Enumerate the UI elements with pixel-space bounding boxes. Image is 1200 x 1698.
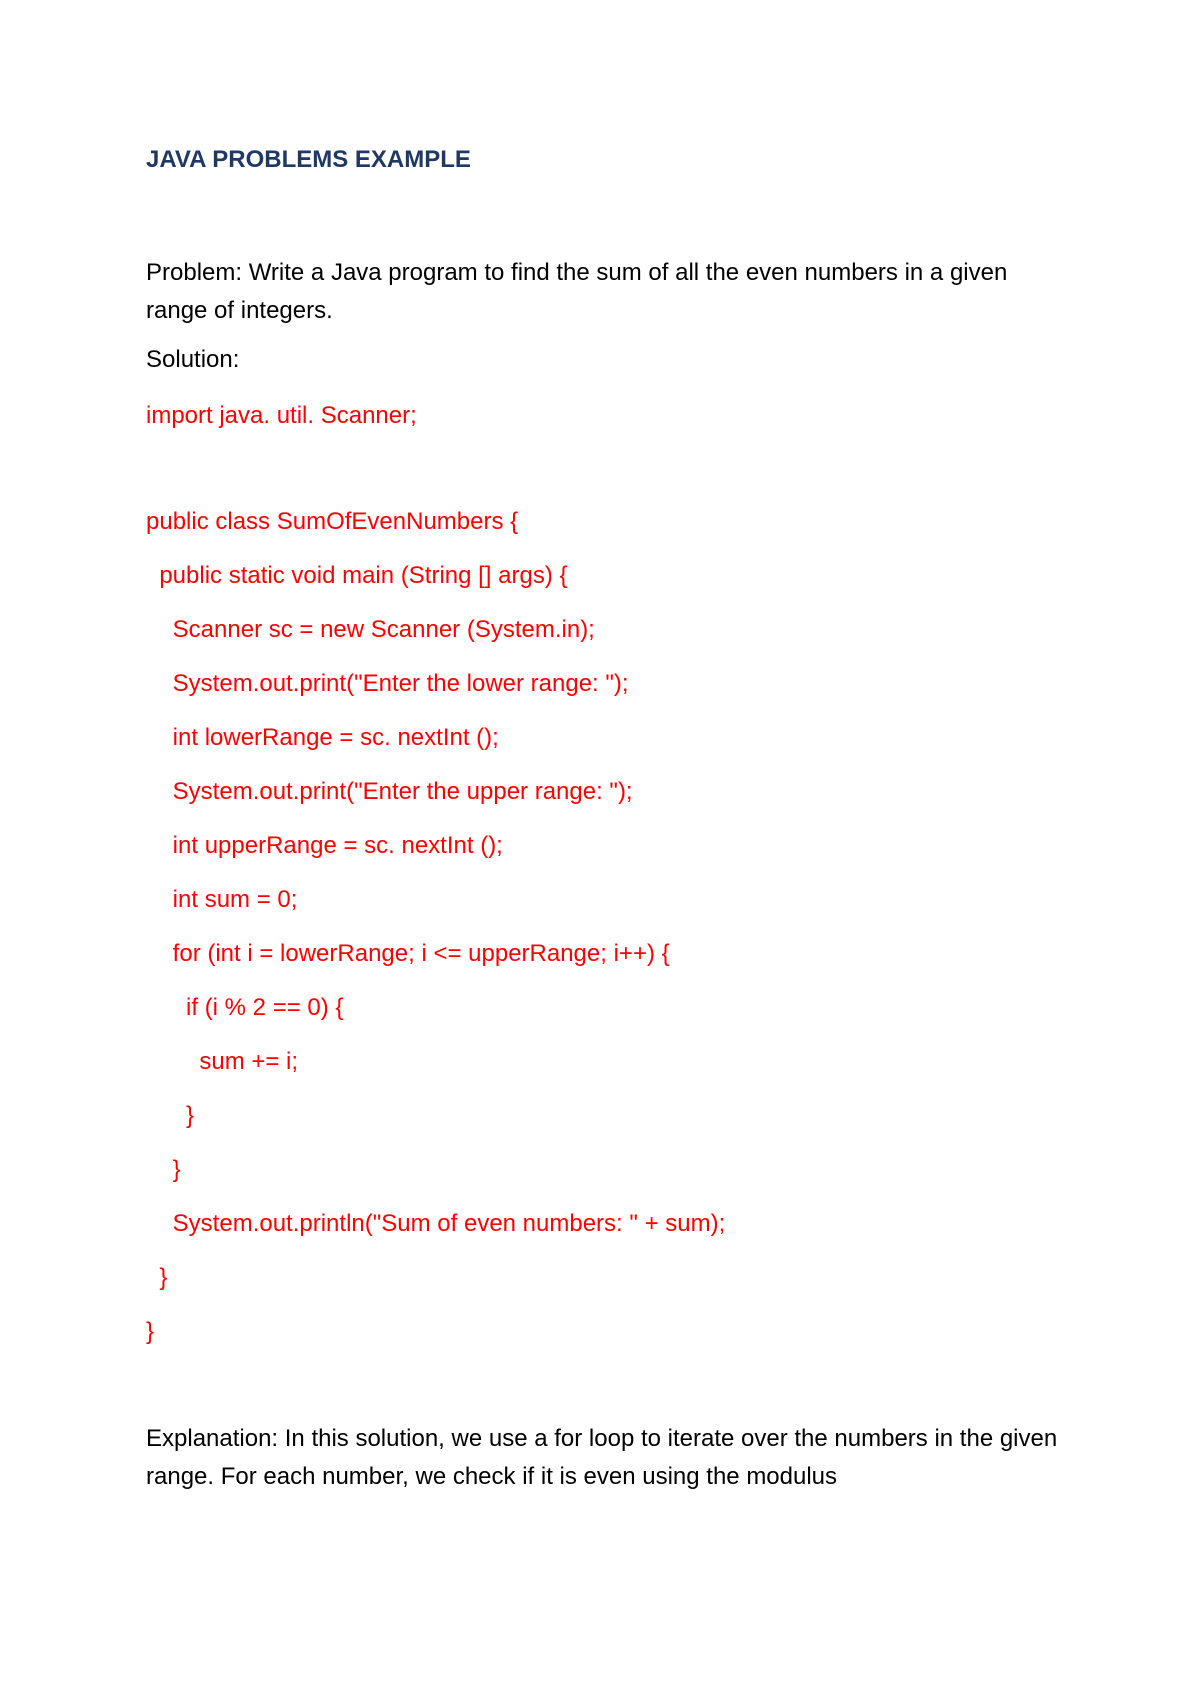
code-line: }	[146, 1156, 181, 1183]
code-line: if (i % 2 == 0) {	[146, 994, 344, 1021]
code-line: public static void main (String [] args) {	[146, 562, 568, 589]
code-line: }	[146, 1264, 168, 1291]
problem-statement: Problem: Write a Java program to find the sum of all the even numbers in a given range of integers.	[146, 259, 1008, 324]
code-line: System.out.println("Sum of even numbers: " + sum);	[146, 1210, 726, 1237]
code-line: public class SumOfEvenNumbers {	[146, 508, 519, 535]
code-line: int upperRange = sc. nextInt ();	[146, 832, 503, 859]
code-line: System.out.print("Enter the upper range: ");	[146, 778, 633, 805]
code-line: Scanner sc = new Scanner (System.in);	[146, 616, 595, 643]
code-line: }	[146, 1102, 195, 1129]
code-line: System.out.print("Enter the lower range: ");	[146, 670, 629, 697]
solution-label: Solution:	[146, 346, 240, 373]
code-line: }	[146, 1318, 155, 1345]
code-line: int lowerRange = sc. nextInt ();	[146, 724, 499, 751]
explanation-text: Explanation: In this solution, we use a for loop to iterate over the numbers in the given range. For each number, we check if it is even using the modulus	[146, 1425, 1058, 1490]
document-title: JAVA PROBLEMS EXAMPLE	[146, 146, 471, 173]
code-line: sum += i;	[146, 1048, 299, 1075]
code-line: for (int i = lowerRange; i <= upperRange; i++) {	[146, 940, 670, 967]
code-line: int sum = 0;	[146, 886, 298, 913]
code-line: import java. util. Scanner;	[146, 402, 417, 429]
